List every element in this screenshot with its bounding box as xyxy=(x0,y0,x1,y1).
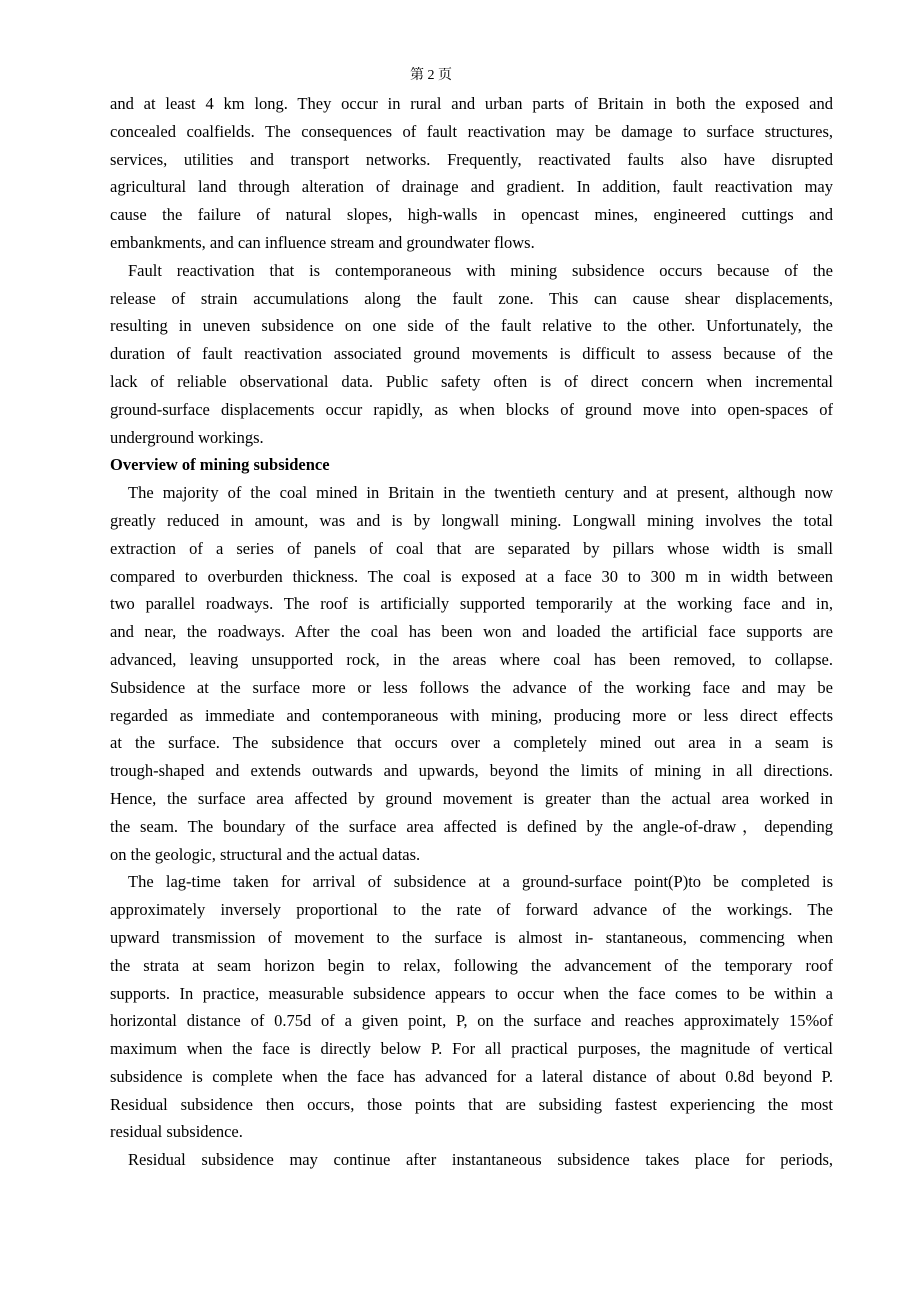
text-line: greatly reduced in amount, was and is by longwall mining. Longwall mining involves the total xyxy=(110,510,833,530)
text-line: upward transmission of movement to the surface is almost in- stantaneous, commencing when xyxy=(110,927,833,947)
text-line: subsidence is complete when the face has advanced for a lateral distance of about 0.8d beyond P. xyxy=(110,1066,833,1086)
text-line: ground-surface displacements occur rapidly, as when blocks of ground move into open-spaces of xyxy=(110,399,833,419)
text-line: two parallel roadways. The roof is artificially supported temporarily at the working face and in, xyxy=(110,594,833,614)
text-line: agricultural land through alteration of drainage and gradient. In addition, fault reactivation may xyxy=(110,177,833,197)
text-line: cause the failure of natural slopes, high-walls in opencast mines, engineered cuttings and xyxy=(110,205,833,225)
body-paragraph xyxy=(110,1146,833,1174)
document-body xyxy=(110,90,833,1174)
text-line: The lag-time taken for arrival of subsidence at a ground-surface point(P)to be completed is xyxy=(128,872,833,892)
text-line: release of strain accumulations along the fault zone. This can cause shear displacements, xyxy=(110,288,833,308)
text-line: and at least 4 km long. They occur in rural and urban parts of Britain in both the exposed and xyxy=(110,94,833,113)
page-header: 第 2 页 xyxy=(410,68,452,83)
text-line: residual subsidence. xyxy=(110,1122,243,1142)
text-line: trough-shaped and extends outwards and upwards, beyond the limits of mining in all directions. xyxy=(110,761,833,781)
text-line: maximum when the face is directly below P. For all practical purposes, the magnitude of vertical xyxy=(110,1039,833,1059)
section-heading: Overview of mining subsidence xyxy=(110,455,330,475)
text-line: embankments, and can influence stream and groundwater flows. xyxy=(110,232,535,252)
text-line: Residual subsidence may continue after instantaneous subsidence takes place for periods, xyxy=(128,1150,833,1170)
text-line: services, utilities and transport networks. Frequently, reactivated faults also have disrupted xyxy=(110,149,833,169)
text-line: regarded as immediate and contemporaneous with mining, producing more or less direct effects xyxy=(110,705,833,725)
text-line: the seam. The boundary of the surface area affected is defined by the angle-of-draw，depending xyxy=(110,816,833,836)
text-line: and near, the roadways. After the coal has been won and loaded the artificial face supports are xyxy=(110,622,833,642)
text-line: supports. In practice, measurable subsidence appears to occur when the face comes to be within a xyxy=(110,983,833,1003)
body-paragraph xyxy=(110,479,833,868)
text-line: underground workings. xyxy=(110,427,264,447)
text-line: compared to overburden thickness. The coal is exposed at a face 30 to 300 m in width between xyxy=(110,566,833,586)
text-line: concealed coalfields. The consequences of fault reactivation may be damage to surface structures, xyxy=(110,121,833,141)
text-line: approximately inversely proportional to the rate of forward advance of the workings. The xyxy=(110,900,833,920)
text-line: The majority of the coal mined in Britain in the twentieth century and at present, although now xyxy=(128,483,833,503)
text-line: lack of reliable observational data. Public safety often is of direct concern when incremental xyxy=(110,371,833,391)
text-line: at the surface. The subsidence that occurs over a completely mined out area in a seam is xyxy=(110,733,833,753)
text-line: resulting in uneven subsidence on one side of the fault relative to the other. Unfortunately, the xyxy=(110,316,833,336)
body-paragraph xyxy=(110,868,833,1146)
text-line: Hence, the surface area affected by ground movement is greater than the actual area worked in xyxy=(110,788,833,808)
text-line: Fault reactivation that is contemporaneous with mining subsidence occurs because of the xyxy=(128,260,833,280)
text-line: Residual subsidence then occurs, those points that are subsiding fastest experiencing the most xyxy=(110,1094,833,1114)
text-line: duration of fault reactivation associated ground movements is difficult to assess because of the xyxy=(110,344,833,364)
text-line: the strata at seam horizon begin to relax, following the advancement of the temporary roof xyxy=(110,955,833,975)
body-paragraph xyxy=(110,257,833,452)
body-paragraph xyxy=(110,90,833,257)
text-line: horizontal distance of 0.75d of a given point, P, on the surface and reaches approximately 15%of xyxy=(110,1011,833,1031)
text-line: advanced, leaving unsupported rock, in the areas where coal has been removed, to collapse. xyxy=(110,649,833,669)
text-line: extraction of a series of panels of coal that are separated by pillars whose width is small xyxy=(110,538,833,558)
text-line: Subsidence at the surface more or less follows the advance of the working face and may be xyxy=(110,677,833,697)
text-line: on the geologic, structural and the actual datas. xyxy=(110,844,421,864)
